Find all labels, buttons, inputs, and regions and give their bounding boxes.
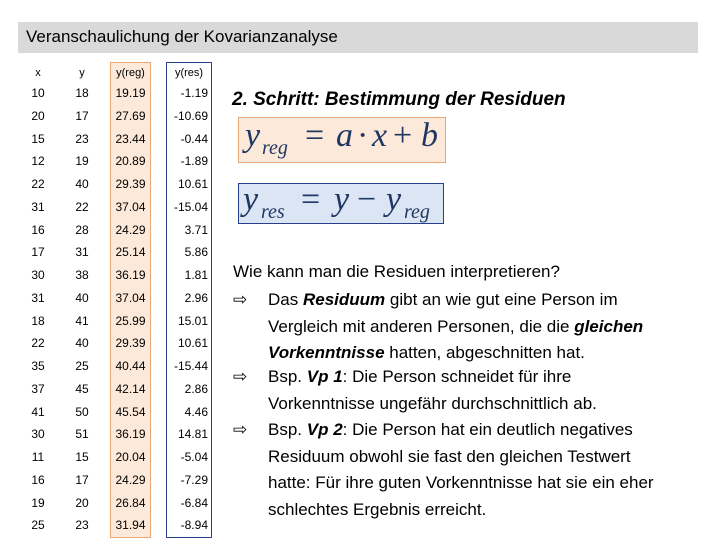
cell-yreg: 45.54 [115, 404, 146, 419]
cell-x: 22 [31, 177, 45, 191]
cell-yreg: 29.39 [115, 177, 146, 191]
cell-y: 18 [75, 86, 89, 100]
cell-y: 31 [75, 245, 89, 260]
cell-y: 40 [75, 177, 89, 191]
cell-x: 30 [31, 427, 45, 442]
cell-y: 17 [75, 108, 89, 123]
cell-y: 51 [75, 427, 89, 442]
bullet-text [268, 287, 643, 367]
cell-y: 45 [75, 381, 89, 396]
formula-sub-reg: reg [404, 201, 430, 223]
cell-x: 22 [31, 336, 45, 351]
cell-x: 18 [31, 313, 45, 328]
right-arrow-icon: ⇨ [233, 420, 248, 439]
bullet-text-run: : Die Person hat ein deutlich negatives [342, 420, 633, 439]
bullet-text [268, 364, 597, 417]
cell-x: 20 [31, 108, 45, 123]
step-heading: 2. Schritt: Bestimmung der Residuen [232, 89, 566, 110]
emphasis-text: Vp 2 [306, 420, 343, 439]
cell-yreg: 24.29 [115, 472, 146, 487]
cell-yres: -1.19 [180, 86, 208, 100]
cell-x: 19 [31, 495, 45, 510]
bullet-text [268, 417, 654, 523]
cell-x: 11 [31, 450, 45, 464]
formula-a: a [336, 117, 353, 154]
cell-x: 31 [31, 290, 45, 305]
cell-yreg: 19.19 [115, 86, 146, 100]
bullet-text-run: Das [268, 290, 303, 309]
cell-x: 15 [31, 131, 45, 146]
table-header-x: x [35, 67, 41, 79]
formula-minus: − [357, 181, 377, 218]
cell-yres: -7.29 [180, 472, 208, 487]
residual-formula [238, 183, 444, 224]
cell-x: 16 [31, 222, 45, 237]
cell-y: 28 [75, 222, 89, 237]
formula-b: b [421, 117, 438, 154]
cell-yreg: 31.94 [115, 518, 146, 533]
cell-yres: -0.44 [180, 131, 208, 146]
interpretation-question: Wie kann man die Residuen interpretieren? [233, 262, 560, 281]
cell-yreg: 37.04 [115, 199, 146, 214]
emphasis-text: Vorkenntnisse [268, 343, 385, 362]
title-bar [18, 22, 698, 53]
cell-yres: -8.94 [180, 518, 208, 533]
formula-y3: y [386, 181, 402, 218]
cell-yres: 14.81 [177, 427, 208, 442]
cell-yreg: 20.89 [115, 154, 146, 169]
bullet-text-run: Vergleich mit anderen Personen, die die [268, 316, 575, 336]
emphasis-text: Residuum [302, 290, 386, 309]
formula-equals: = [301, 181, 321, 218]
cell-yreg: 24.29 [115, 222, 146, 237]
cell-x: 10 [31, 86, 45, 100]
cell-x: 31 [31, 199, 45, 214]
cell-x: 16 [31, 472, 45, 487]
table-header-y: y [79, 67, 85, 79]
cell-x: 37 [31, 381, 45, 396]
bullet-text-run: hatte: Für ihre guten Vorkenntnisse hat sie ein eher [268, 473, 654, 492]
cell-y: 41 [75, 313, 89, 328]
cell-x: 12 [31, 154, 45, 169]
cell-yres: 10.61 [177, 177, 208, 191]
regression-formula [238, 117, 446, 163]
cell-x: 41 [31, 404, 45, 419]
cell-y: 17 [75, 472, 89, 487]
bullet-text-run: Residuum obwohl sie fast den gleichen Testwert [268, 446, 631, 466]
right-arrow-icon: ⇨ [233, 290, 248, 309]
bullet-text-run: schlechtes Ergebnis erreicht. [268, 499, 487, 519]
cell-yres: 10.61 [177, 336, 208, 351]
bullet-text-run: Bsp. [268, 367, 307, 386]
cell-y: 15 [75, 450, 89, 464]
cell-x: 30 [31, 268, 45, 282]
cell-yres: -1.89 [180, 154, 208, 169]
cell-yreg: 26.84 [115, 495, 146, 510]
cell-x: 35 [31, 359, 45, 373]
formula-plus: + [393, 117, 413, 154]
formula-dot: · [357, 117, 369, 154]
cell-yreg: 37.04 [115, 290, 146, 305]
cell-yres: 4.46 [184, 404, 208, 419]
formula-sub-res: res [261, 201, 285, 223]
cell-yreg: 36.19 [115, 427, 146, 442]
cell-yreg: 25.14 [115, 245, 146, 260]
cell-y: 20 [75, 495, 89, 510]
cell-yres: -15.04 [173, 199, 208, 214]
cell-y: 50 [75, 404, 89, 419]
cell-yres: 3.71 [184, 222, 208, 237]
cell-yreg: 25.99 [115, 313, 146, 328]
cell-yres: 5.86 [184, 245, 208, 260]
emphasis-text: Vp 1 [306, 367, 343, 386]
cell-yres: -6.84 [180, 495, 208, 510]
cell-yreg: 20.04 [115, 450, 146, 464]
cell-yres: -5.04 [180, 450, 208, 464]
cell-yres: 1.81 [184, 268, 208, 282]
bullet-text-run: hatten, abgeschnitten hat. [384, 343, 585, 362]
cell-y: 40 [75, 290, 89, 305]
cell-yres: -10.69 [173, 108, 208, 123]
right-arrow-icon: ⇨ [233, 367, 248, 386]
cell-y: 25 [75, 359, 89, 373]
cell-yreg: 42.14 [115, 381, 146, 396]
bullet-text-run: : Die Person schneidet für ihre [342, 367, 572, 386]
cell-yreg: 23.44 [115, 131, 146, 146]
formula-y: y [245, 117, 261, 154]
bullet-text-run: Vorkenntnisse ungefähr durchschnittlich ab. [268, 393, 597, 413]
cell-yres: 2.86 [184, 381, 208, 396]
bullet-text-run: Bsp. [268, 420, 307, 439]
cell-y: 40 [75, 336, 89, 351]
cell-x: 25 [31, 518, 45, 533]
formula-y2: y [334, 181, 350, 218]
cell-yres: 2.96 [184, 290, 208, 305]
cell-x: 17 [31, 245, 45, 260]
cell-yres: -15.44 [173, 359, 208, 373]
cell-yreg: 27.69 [115, 108, 146, 123]
formula-y: y [243, 181, 259, 218]
cell-yreg: 40.44 [115, 359, 146, 373]
cell-y: 22 [75, 199, 89, 214]
cell-y: 23 [75, 518, 89, 533]
cell-yreg: 36.19 [115, 268, 146, 282]
slide-title: Veranschaulichung der Kovarianzanalyse [26, 27, 338, 46]
cell-y: 19 [75, 154, 89, 169]
formula-sub-reg: reg [262, 137, 288, 159]
bullet-text-run: gibt an wie gut eine Person im [385, 290, 618, 309]
cell-y: 23 [75, 131, 89, 146]
table-header-yres: y(res) [174, 67, 204, 79]
emphasis-text: gleichen [574, 316, 644, 336]
table-header-yreg: y(reg) [116, 67, 145, 79]
formula-x: x [372, 117, 388, 154]
cell-y: 38 [75, 268, 89, 282]
formula-equals: = [305, 117, 325, 154]
cell-yres: 15.01 [177, 313, 208, 328]
cell-yreg: 29.39 [115, 336, 146, 351]
